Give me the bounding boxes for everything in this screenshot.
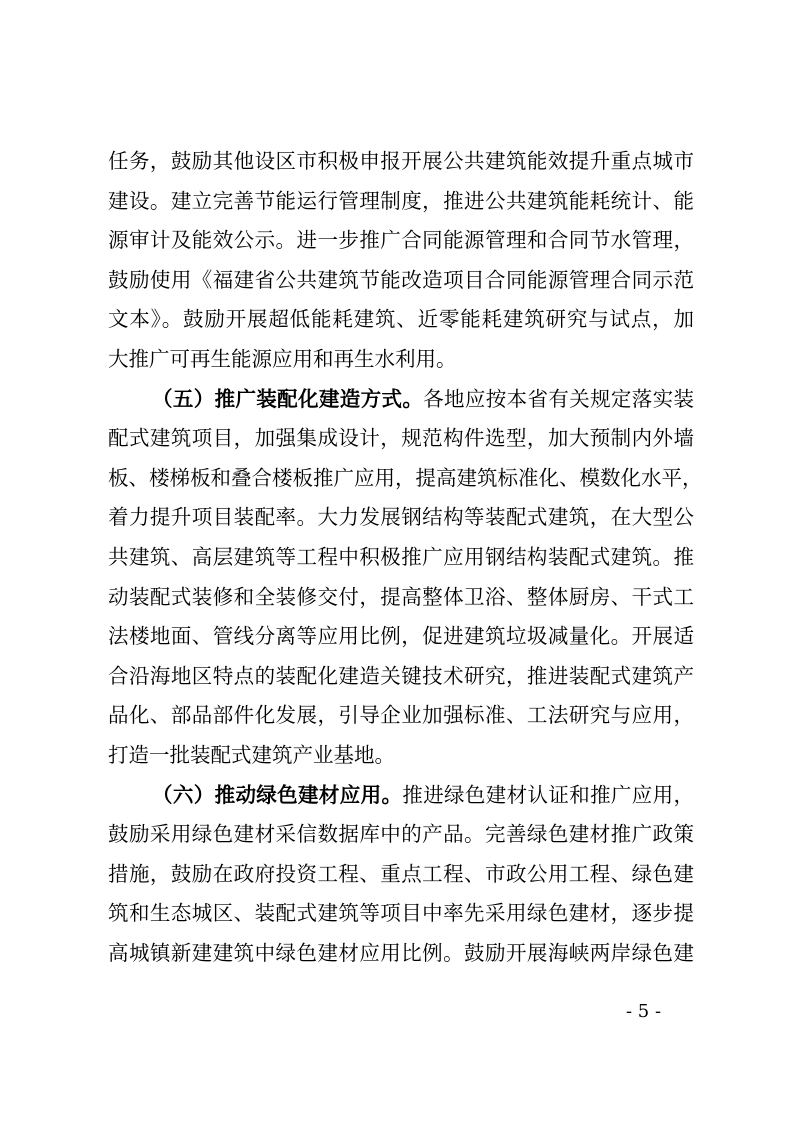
section-heading-six: （六）推动绿色建材应用。 [152, 782, 403, 807]
paragraph-line: 建设。建立完善节能运行管理制度，推进公共建筑能耗统计、能 [108, 188, 694, 213]
section-five-first-line [108, 380, 694, 420]
section-six-first-line [108, 776, 694, 816]
paragraph-line: 共建筑、高层建筑等工程中积极推广应用钢结构装配式建筑。推 [108, 544, 694, 569]
paragraph-line: 鼓励采用绿色建材采信数据库中的产品。完善绿色建材推广政策 [108, 822, 694, 847]
paragraph-line: 任务，鼓励其他设区市积极申报开展公共建筑能效提升重点城市 [108, 149, 694, 173]
section-heading-five: （五）推广装配化建造方式。 [152, 386, 424, 411]
paragraph-line: 文本》。鼓励开展超低能耗建筑、近零能耗建筑研究与试点，加 [108, 307, 694, 332]
paragraph-line: 高城镇新建建筑中绿色建材应用比例。鼓励开展海峡两岸绿色建 [108, 940, 694, 965]
document-body [108, 142, 703, 973]
page-number: - 5 - [626, 1001, 662, 1022]
paragraph-line: 打造一批装配式建筑产业基地。 [108, 742, 395, 767]
paragraph-line: 动装配式装修和全装修交付，提高整体卫浴、整体厨房、干式工 [108, 584, 694, 609]
paragraph-line: 板、楼梯板和叠合楼板推广应用，提高建筑标准化、模数化水平， [108, 465, 703, 490]
paragraph-line: 配式建筑项目，加强集成设计，规范构件选型，加大预制内外墙 [108, 426, 694, 451]
section-six-intro: 推进绿色建材认证和推广应用， [402, 782, 695, 807]
paragraph-line: 措施，鼓励在政府投资工程、重点工程、市政公用工程、绿色建 [108, 861, 694, 886]
paragraph-line: 合沿海地区特点的装配化建造关键技术研究，推进装配式建筑产 [108, 663, 694, 688]
paragraph-line: 法楼地面、管线分离等应用比例，促进建筑垃圾减量化。开展适 [108, 624, 694, 649]
paragraph-line: 源审计及能效公示。进一步推广合同能源管理和合同节水管理， [108, 228, 694, 253]
paragraph-line: 着力提升项目装配率。大力发展钢结构等装配式建筑，在大型公 [108, 505, 694, 530]
paragraph-line: 品化、部品部件化发展，引导企业加强标准、工法研究与应用， [108, 703, 694, 728]
paragraph-line: 大推广可再生能源应用和再生水利用。 [108, 346, 457, 371]
paragraph-line: 鼓励使用《福建省公共建筑节能改造项目合同能源管理合同示范 [108, 267, 694, 292]
section-five-intro: 各地应按本省有关规定落实装 [423, 386, 695, 411]
paragraph-line: 筑和生态城区、装配式建筑等项目中率先采用绿色建材，逐步提 [108, 901, 694, 926]
